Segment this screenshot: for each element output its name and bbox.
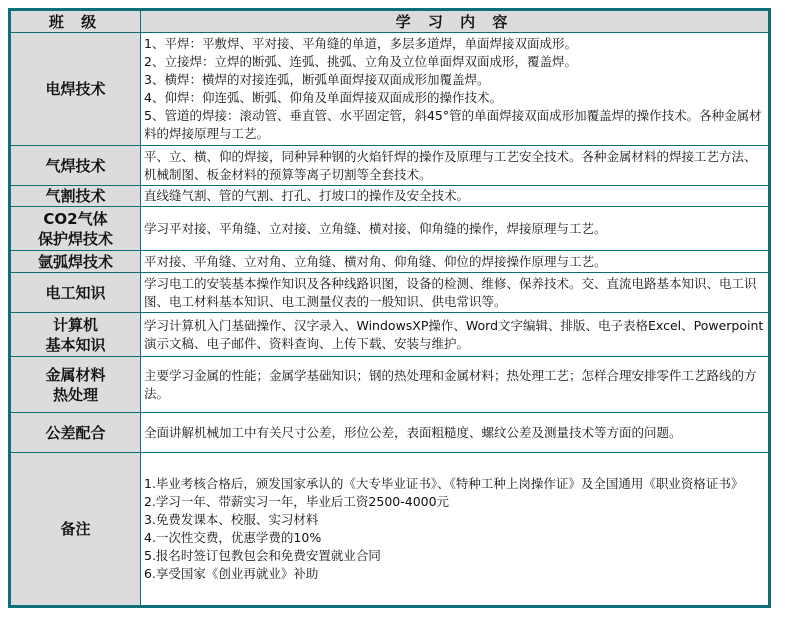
row-content-gas-cutting bbox=[141, 186, 769, 207]
row-content-argon bbox=[141, 251, 769, 273]
content-text: 主要学习金属的性能；金属学基础知识；钢的热处理和金属材料；热处理工艺；怎样合理安排零件工艺路线的方法。 bbox=[144, 367, 757, 401]
note-line: 4.一次性交费，优惠学费的10% bbox=[144, 530, 322, 545]
content-line: 3、横焊：横焊的对接连弧，断弧单面焊接双面成形加覆盖焊。 bbox=[144, 72, 490, 87]
label-line: 热处理 bbox=[52, 385, 98, 404]
label-line: 金属材料 bbox=[45, 365, 106, 384]
table-row bbox=[11, 251, 769, 273]
label-line: 保护焊技术 bbox=[37, 229, 113, 248]
row-content-co2 bbox=[141, 207, 769, 251]
content-line: 4、仰焊：仰连弧、断弧、仰角及单面焊接双面成形的操作技术。 bbox=[144, 90, 502, 105]
table-row bbox=[11, 413, 769, 453]
label-line: CO2气体 bbox=[43, 209, 108, 228]
note-line: 5.报名时签订包教包会和免费安置就业合同 bbox=[144, 548, 381, 563]
row-label-gas-cutting: 气割技术 bbox=[11, 186, 141, 207]
note-line: 6.享受国家《创业再就业》补助 bbox=[144, 566, 319, 581]
course-table bbox=[10, 10, 769, 606]
content-text: 学习电工的安装基本操作知识及各种线路识图，设备的检测、维修、保养技术。交、直流电路基本知识、电工识图、电工材料基本知识、电工测量仪表的一般知识、供电常识等。 bbox=[144, 275, 757, 309]
table-row bbox=[11, 207, 769, 251]
content-line: 5、管道的焊接：滚动管、垂直管、水平固定管，斜45°管的单面焊接双面成形加覆盖焊的操作技术。各种金属材料的焊接原理与工艺。 bbox=[144, 108, 762, 141]
row-content-metal bbox=[141, 357, 769, 413]
content-text: 直线缝气割、管的气割、打孔、打坡口的操作及安全技术。 bbox=[144, 188, 470, 203]
table-row bbox=[11, 146, 769, 186]
row-label-welding: 电焊技术 bbox=[11, 33, 141, 146]
row-content-electrician bbox=[141, 273, 769, 313]
row-content-welding bbox=[141, 33, 769, 146]
note-line: 3.免费发课本、校服、实习材料 bbox=[144, 512, 319, 527]
note-line: 2.学习一年、带薪实习一年，毕业后工资2500-4000元 bbox=[144, 494, 450, 509]
content-text: 平、立、横、仰的焊接，同种异种钢的火焰钎焊的操作及原理与工艺安全技术。各种金属材料的焊接工艺方法、机械制图、板金材料的预算等离子切割等全套技术。 bbox=[144, 148, 757, 182]
row-label-computer bbox=[11, 313, 141, 357]
table-row bbox=[11, 186, 769, 207]
table-row bbox=[11, 453, 769, 606]
row-label-tolerance: 公差配合 bbox=[11, 413, 141, 453]
row-content-gas-welding bbox=[141, 146, 769, 186]
row-label-electrician: 电工知识 bbox=[11, 273, 141, 313]
row-label-metal bbox=[11, 357, 141, 413]
table-row bbox=[11, 313, 769, 357]
row-label-co2 bbox=[11, 207, 141, 251]
content-text: 平对接、平角缝、立对角、立角缝、横对角、仰角缝、仰位的焊接操作原理与工艺。 bbox=[144, 253, 607, 269]
note-line: 1.毕业考核合格后，颁发国家承认的《大专毕业证书》、《特种工种上岗操作证》及全国通用《职业资格证书》 bbox=[144, 476, 744, 491]
header-class: 班 级 bbox=[11, 11, 141, 33]
row-content-computer bbox=[141, 313, 769, 357]
header-content: 学 习 内 容 bbox=[141, 11, 769, 33]
label-line: 计算机 bbox=[52, 315, 98, 334]
row-content-tolerance bbox=[141, 413, 769, 453]
row-label-notes: 备注 bbox=[11, 453, 141, 606]
content-text: 学习平对接、平角缝、立对接、立角缝、横对接、仰角缝的操作，焊接原理与工艺。 bbox=[144, 220, 607, 236]
course-table-frame bbox=[8, 8, 771, 608]
row-label-gas-welding: 气焊技术 bbox=[11, 146, 141, 186]
table-row bbox=[11, 33, 769, 146]
row-content-notes bbox=[141, 453, 769, 606]
content-text: 全面讲解机械加工中有关尺寸公差，形位公差，表面粗糙度、螺纹公差及测量技术等方面的问题。 bbox=[144, 424, 682, 440]
table-row bbox=[11, 273, 769, 313]
content-line: 1、平焊：平敷焊、平对接、平角缝的单道，多层多道焊，单面焊接双面成形。 bbox=[144, 36, 577, 51]
content-text: 学习计算机入门基础操作、汉字录入、WindowsXP操作、Word文字编辑、排版、电子表格Excel、Powerpoint演示文稿、电子邮件、资料查询、上传下载、安装与维护。 bbox=[144, 317, 764, 351]
row-label-argon: 氩弧焊技术 bbox=[11, 251, 141, 273]
table-header-row bbox=[11, 11, 769, 33]
content-line: 2、立接焊：立焊的断弧、连弧、挑弧、立角及立位单面焊双面成形，覆盖焊。 bbox=[144, 54, 577, 69]
table-row bbox=[11, 357, 769, 413]
label-line: 基本知识 bbox=[45, 335, 106, 354]
